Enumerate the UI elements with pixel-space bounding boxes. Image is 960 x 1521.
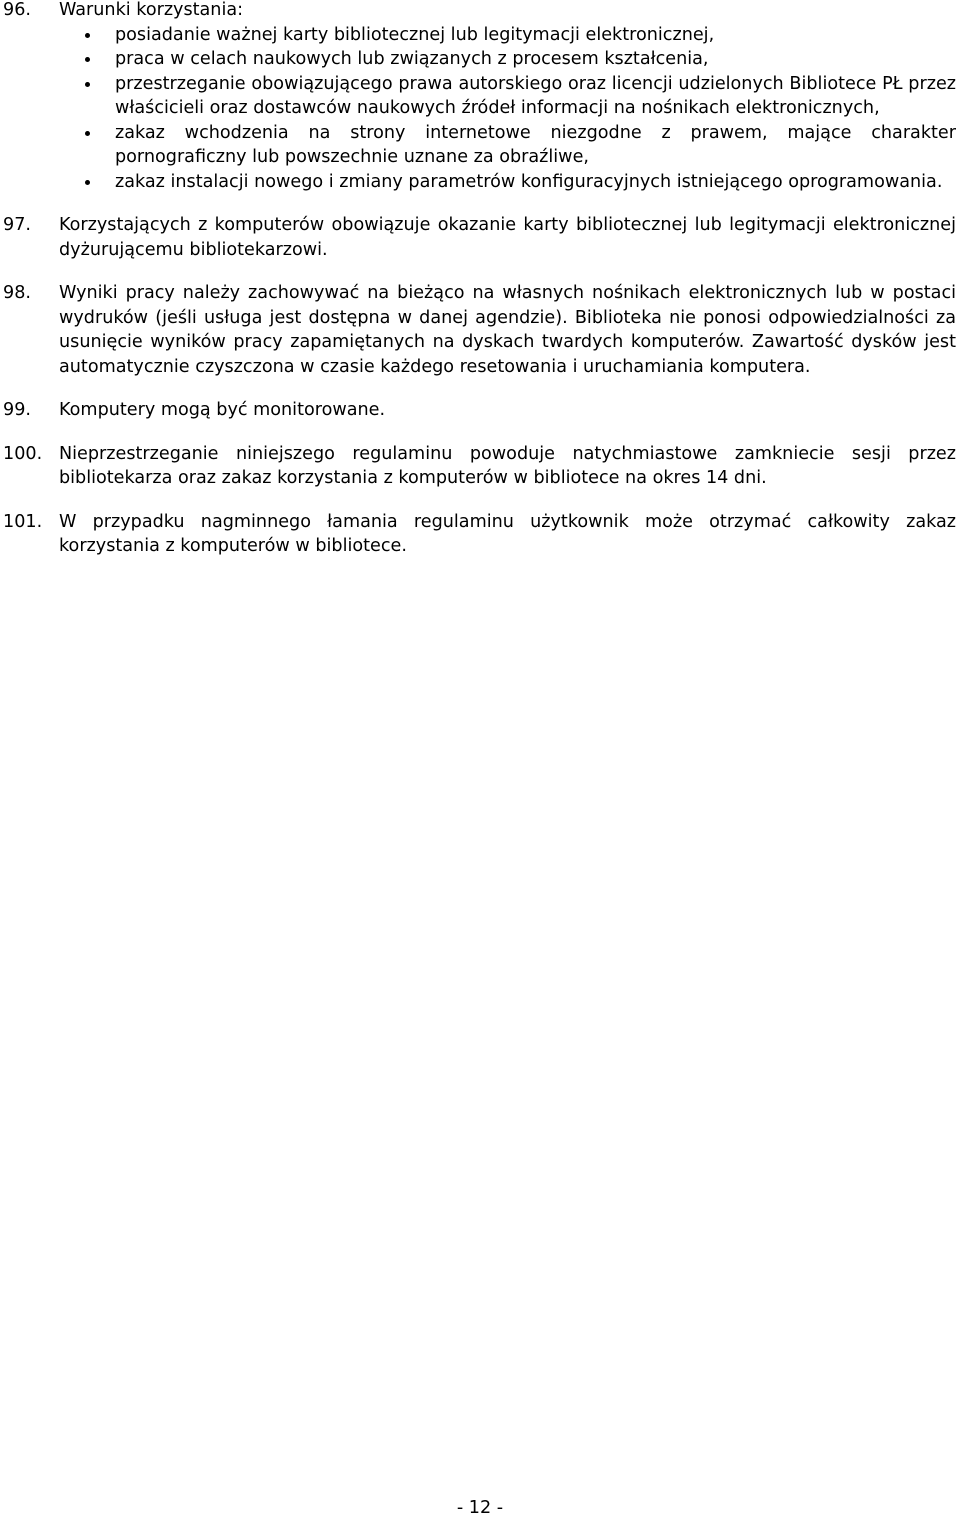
- list-item-text: zakaz wchodzenia na strony internetowe niezgodne z prawem, mające charakter pornograficzny lub powszechnie uznane za obraźliwe,: [115, 122, 956, 167]
- spacer: [0, 262, 960, 281]
- bullet-icon: [85, 180, 90, 185]
- list-item: [59, 23, 956, 48]
- section-text: Komputery mogą być monitorowane.: [59, 400, 386, 420]
- section-97: [0, 213, 960, 262]
- spacer: [0, 423, 960, 442]
- bullet-icon: [85, 57, 90, 62]
- section-98: [0, 281, 960, 379]
- conditions-list: [59, 23, 956, 195]
- section-text: Nieprzestrzeganie niniejszego regulaminu powoduje natychmiastowe zamkniecie sesji przez bibliotekarza oraz zakaz korzystania z komputerów w bibliotece na okres 14 dni.: [59, 443, 956, 488]
- spacer: [0, 379, 960, 398]
- section-100: [0, 442, 960, 491]
- section-96: [0, 0, 960, 194]
- section-text: W przypadku nagminnego łamania regulaminu użytkownik może otrzymać całkowity zakaz korzystania z komputerów w bibliotece.: [59, 511, 956, 556]
- section-number: 96.: [3, 0, 31, 20]
- spacer: [0, 194, 960, 213]
- section-101: [0, 510, 960, 559]
- list-item-text: przestrzeganie obowiązującego prawa autorskiego oraz licencji udzielonych Bibliotece PŁ przez właścicieli oraz dostawców naukowych źródeł informacji na nośnikach elektronicznych,: [115, 73, 956, 118]
- list-item: [59, 121, 956, 170]
- list-item: [59, 170, 956, 195]
- page-number: - 12 -: [456, 1498, 504, 1518]
- bullet-icon: [85, 82, 90, 87]
- section-number: 101.: [3, 511, 43, 532]
- section-text: Warunki korzystania:: [59, 0, 244, 20]
- list-item-text: posiadanie ważnej karty bibliotecznej lub legitymacji elektronicznej,: [115, 24, 715, 45]
- section-text: Korzystających z komputerów obowiązuje okazanie karty bibliotecznej lub legitymacji elektronicznej dyżurującemu bibliotekarzowi.: [59, 215, 956, 260]
- section-number: 99.: [3, 400, 31, 420]
- document-page: [0, 0, 960, 559]
- section-number: 100.: [3, 443, 43, 464]
- section-99: [0, 398, 960, 423]
- bullet-icon: [85, 33, 90, 38]
- spacer: [0, 491, 960, 510]
- section-number: 98.: [3, 283, 31, 303]
- section-number: 97.: [3, 215, 31, 235]
- list-item-text: praca w celach naukowych lub związanych z procesem kształcenia,: [115, 49, 709, 69]
- bullet-icon: [85, 131, 90, 136]
- section-text: Wyniki pracy należy zachowywać na bieżąco na własnych nośnikach elektronicznych lub w postaci wydruków (jeśli usługa jest dostępna w danej agendzie). Biblioteka nie ponosi odpowiedzialności za usunięcie wyników pracy zapamiętanych na dyskach twardych komputerów. Zawartość dysków jest automatycznie czyszczona w czasie każdego resetowania i uruchamiania komputera.: [59, 283, 956, 377]
- list-item: [59, 72, 956, 121]
- list-item-text: zakaz instalacji nowego i zmiany parametrów konfiguracyjnych istniejącego oprogramowania.: [115, 171, 943, 192]
- list-item: [59, 47, 956, 72]
